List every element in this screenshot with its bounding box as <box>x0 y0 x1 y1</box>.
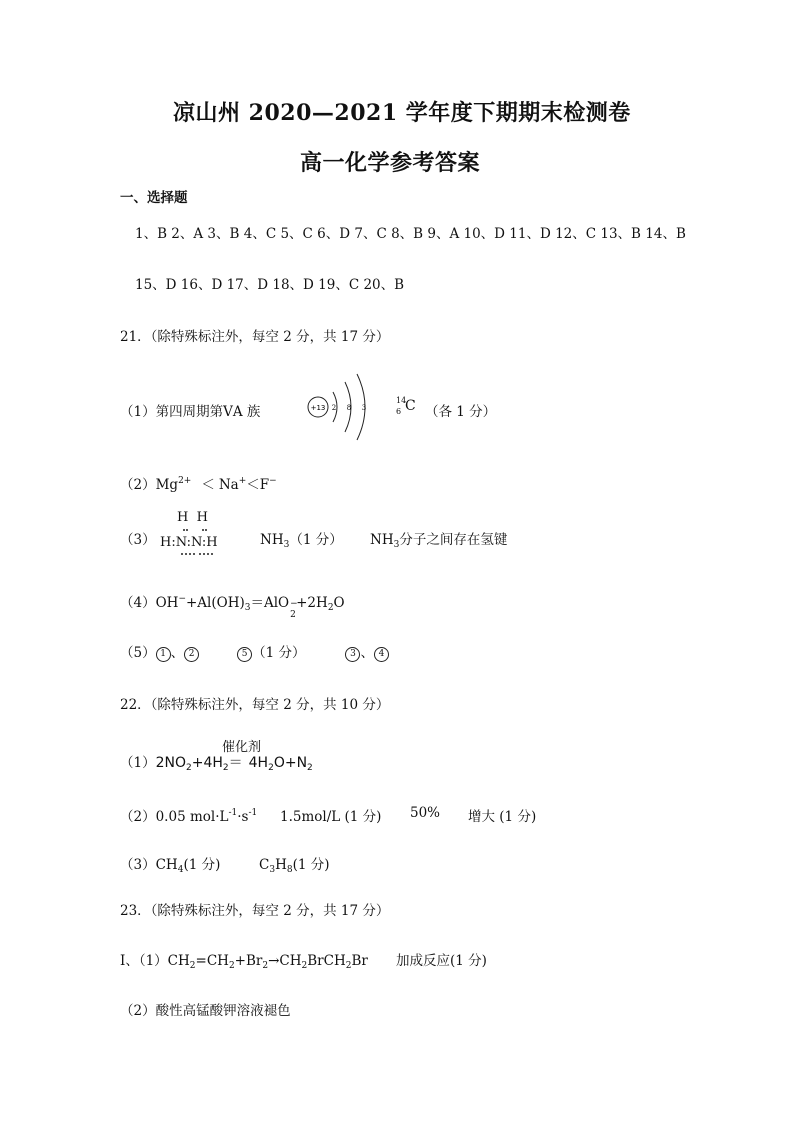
ion-na: Na <box>218 477 239 493</box>
q22-part2-incr: 增大 (1 分) <box>468 809 537 825</box>
ion-f: F <box>259 477 270 493</box>
lewis-top-h: H H <box>177 510 208 525</box>
q21-part3-reason <box>370 528 507 550</box>
isotope-atomic-number: 6 <box>396 407 402 416</box>
q21-part1 <box>120 400 260 420</box>
formula: BrCH <box>307 953 346 969</box>
part-label: （5） <box>120 645 156 661</box>
q23-header: 23．（除特殊标注外，每空 2 分，共 17 分） <box>120 903 390 919</box>
score-note: (1 分) <box>183 857 221 873</box>
formula-sub: 3 <box>283 540 290 550</box>
formula-sub: 2 <box>345 961 352 971</box>
formula: +Br <box>234 953 263 969</box>
formula-sub: 3 <box>393 540 400 550</box>
q21-header: 21．（除特殊标注外，每空 2 分，共 17 分） <box>120 329 390 345</box>
separator: 、 <box>170 645 185 661</box>
circled-number-1: 1 <box>156 647 171 662</box>
q22-part1 <box>120 751 313 773</box>
formula-sub: 2 <box>290 610 296 620</box>
part-label: （2） <box>120 809 156 825</box>
formula-sub: 2 <box>262 961 269 971</box>
page-subtitle: 高一化学参考答案 <box>300 150 481 176</box>
charge: − <box>290 599 298 609</box>
part-label: （4） <box>120 595 156 611</box>
circled-number-5: 5 <box>237 647 252 662</box>
circled-number-4: 4 <box>374 647 389 662</box>
formula-sub: 2 <box>268 763 274 773</box>
q21-part3-label: （3） <box>120 532 156 548</box>
formula-sub: 2 <box>327 603 334 613</box>
page-title: 凉山州 2020—2021 学年度下期期末检测卷 <box>173 100 631 126</box>
formula-oh: OH <box>155 595 179 611</box>
formula-h: +2H <box>296 595 328 611</box>
q21-part1-note: （各 1 分） <box>425 404 497 420</box>
lewis-electron-dots <box>170 520 230 560</box>
score-note: （1 分） <box>289 532 343 548</box>
formula-sub: 2 <box>186 763 192 773</box>
q21-part2 <box>120 473 277 493</box>
formula-c: C <box>259 857 270 873</box>
formula: Br <box>351 953 368 969</box>
separator: 、 <box>360 645 374 661</box>
exponent: -1 <box>248 808 258 818</box>
formula-h: H <box>275 857 287 873</box>
less-than: ＜ <box>246 477 260 493</box>
q22-part2-conc: 1.5mol/L (1 分) <box>280 809 382 825</box>
q23-part2 <box>120 999 291 1019</box>
formula-sub: 2 <box>222 763 229 773</box>
formula-h: 4H <box>248 755 269 771</box>
part-label: （3） <box>120 857 156 873</box>
ion-f-charge: − <box>269 476 277 486</box>
equals: ＝ <box>228 755 243 771</box>
part-label: （1） <box>120 755 156 771</box>
formula-sub: 3 <box>269 865 276 875</box>
formula-sub: 2 <box>307 763 313 773</box>
formula-alo: ＝AlO <box>250 595 290 611</box>
q21-part4 <box>120 591 345 620</box>
rate-unit-s: ·s <box>237 809 249 825</box>
circled-number-2: 2 <box>184 647 199 662</box>
exponent: -1 <box>228 808 238 818</box>
q22-header: 22．（除特殊标注外，每空 2 分，共 10 分） <box>120 697 390 713</box>
rate-value: 0.05 mol·L <box>155 809 229 825</box>
less-than: ＜ <box>201 477 215 493</box>
isotope-mass-number: 14 <box>396 396 407 405</box>
formula-nh: NH <box>370 532 394 548</box>
formula-sub: 2 <box>301 961 308 971</box>
q21-part3-nh3 <box>260 528 343 550</box>
shell-electrons-1: 2 <box>331 404 337 412</box>
part-label: （2） <box>120 1003 156 1019</box>
answer-text: 酸性高锰酸钾溶液褪色 <box>155 1003 291 1019</box>
mc-answers-row-1: 1、B 2、A 3、B 4、C 5、C 6、D 7、C 8、B 9、A 10、D 11、D 12、C 13、B 14、B <box>135 226 686 242</box>
ion-mg-charge: 2+ <box>178 476 192 486</box>
isotope-symbol: C <box>405 398 416 414</box>
q22-part3 <box>120 853 220 875</box>
ion-mg: Mg <box>155 477 179 493</box>
reason-text: 分子之间存在氢键 <box>399 532 508 548</box>
formula-nh: NH <box>260 532 284 548</box>
aluminum-atom-diagram <box>303 370 378 445</box>
formula-sub: 2 <box>228 961 235 971</box>
formula: →CH <box>268 953 302 969</box>
shell-electrons-3: 3 <box>361 404 367 412</box>
formula-o-n: O+N <box>273 755 308 771</box>
q23-reaction-type: 加成反应(1 分) <box>396 953 487 969</box>
period-group-answer: 第四周期第ⅤA 族 <box>155 404 261 420</box>
part-label: （1） <box>120 404 156 420</box>
part-label: （2） <box>120 477 156 493</box>
formula-sub: 4 <box>177 865 184 875</box>
charge: − <box>178 594 186 604</box>
catalyst-label: 催化剂 <box>222 740 262 755</box>
q22-part3-c3h8 <box>259 853 330 875</box>
formula-sub: 2 <box>189 961 196 971</box>
part-label: Ⅰ、（1） <box>120 953 168 969</box>
formula-sub: 8 <box>286 865 293 875</box>
formula-h: +4H <box>191 755 223 771</box>
score-note: （1 分） <box>252 645 306 661</box>
q22-part2-pct: 50% <box>410 805 441 821</box>
formula: CH <box>167 953 190 969</box>
nucleus-charge: +13 <box>310 404 326 412</box>
score-note: (1 分) <box>292 857 330 873</box>
circled-number-3: 3 <box>345 647 360 662</box>
formula: =CH <box>195 953 229 969</box>
q22-part2 <box>120 805 257 825</box>
q21-part5 <box>120 641 389 662</box>
lewis-structure: H:N:N:H <box>160 535 218 550</box>
section-heading-choice: 一、选择题 <box>120 190 188 206</box>
formula-o: O <box>333 595 345 611</box>
formula-no: 2NO <box>155 755 186 771</box>
q23-part-i-1 <box>120 949 368 971</box>
mc-answers-row-2: 15、D 16、D 17、D 18、D 19、C 20、B <box>135 277 405 293</box>
formula-ch: CH <box>155 857 178 873</box>
shell-electrons-2: 8 <box>346 404 352 412</box>
ion-na-charge: + <box>238 476 247 486</box>
formula-al-oh: +Al(OH) <box>185 595 245 611</box>
formula-sub: 3 <box>244 603 251 613</box>
